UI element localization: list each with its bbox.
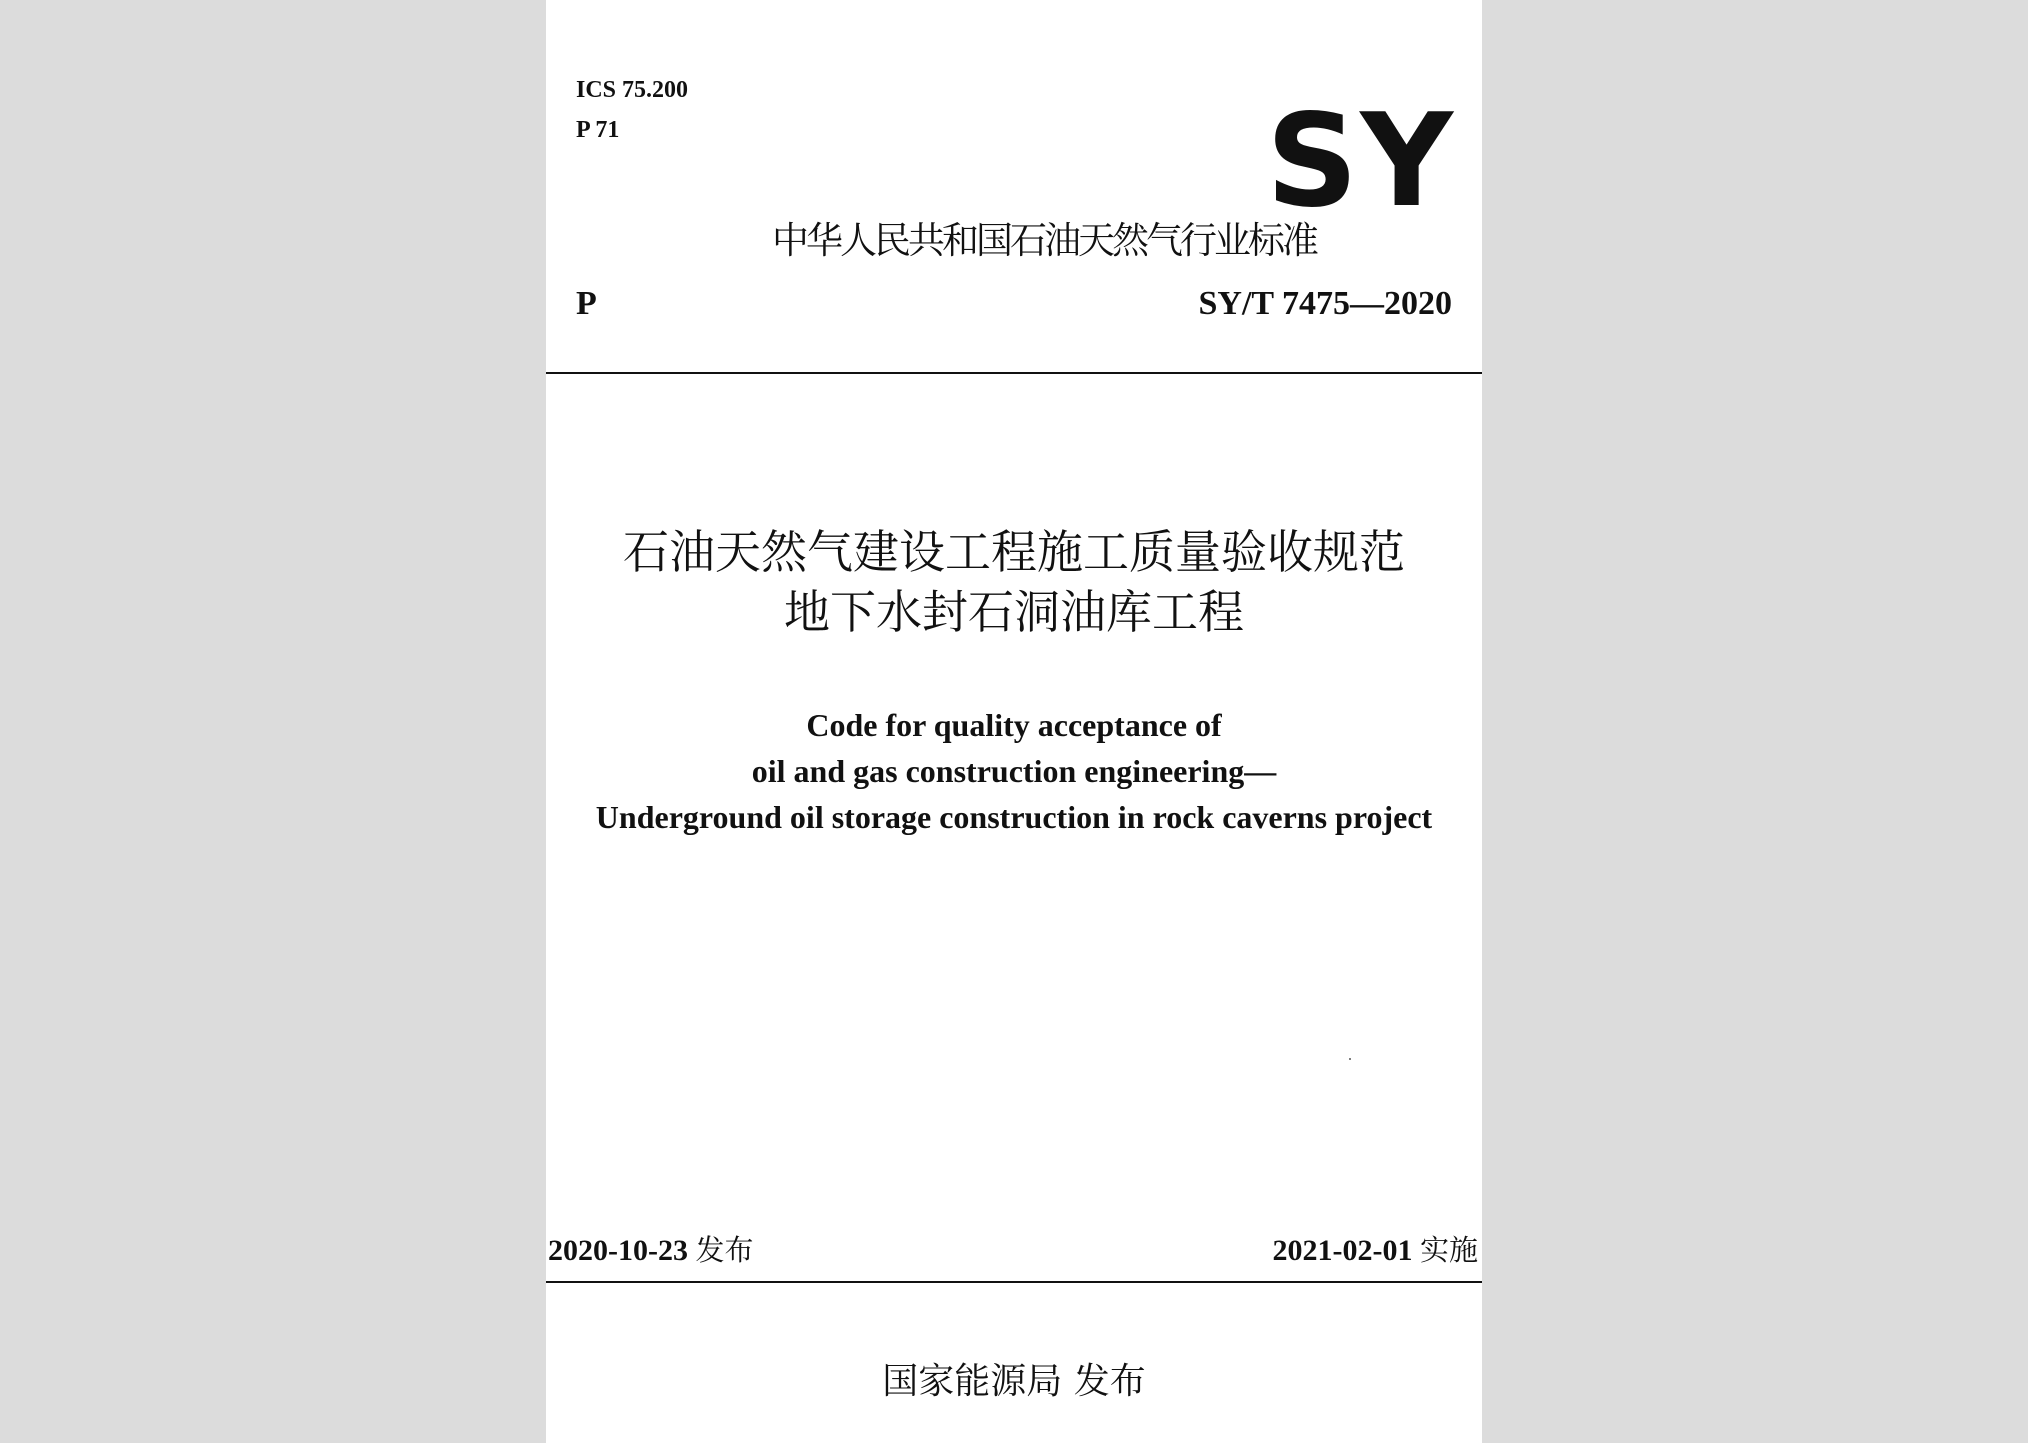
title-en-line2: oil and gas construction engineering— bbox=[751, 753, 1277, 789]
implementation-date-label: 实施 bbox=[1419, 1233, 1478, 1267]
sy-logo: SY bbox=[1266, 87, 1455, 236]
title-zh-line2: 地下水封石洞油库工程 bbox=[784, 585, 1244, 639]
standard-number: SY/T 7475—2020 bbox=[1198, 285, 1452, 322]
industry-standard-label: 中华人民共和国石油天然气行业标准 bbox=[772, 219, 1316, 262]
header-divider bbox=[546, 372, 1482, 374]
scan-speck bbox=[1349, 1058, 1351, 1060]
ccs-code: P 71 bbox=[576, 117, 620, 143]
title-zh-line1: 石油天然气建设工程施工质量验收规范 bbox=[623, 525, 1405, 579]
ics-code: ICS 75.200 bbox=[576, 77, 689, 103]
issue-date bbox=[548, 1231, 754, 1270]
title-en-line3: Underground oil storage construction in rock caverns project bbox=[595, 799, 1433, 835]
issue-date-value: 2020-10-23 bbox=[548, 1234, 688, 1267]
implementation-date bbox=[1273, 1231, 1479, 1270]
implementation-date-value: 2021-02-01 bbox=[1272, 1234, 1413, 1267]
title-en-line1: Code for quality acceptance of bbox=[806, 707, 1222, 743]
standard-cover-page bbox=[546, 0, 1482, 1443]
publisher: 国家能源局 发布 bbox=[882, 1361, 1146, 1402]
footer-divider bbox=[546, 1281, 1482, 1283]
category-code: P bbox=[576, 285, 597, 322]
issue-date-label: 发布 bbox=[695, 1233, 754, 1267]
